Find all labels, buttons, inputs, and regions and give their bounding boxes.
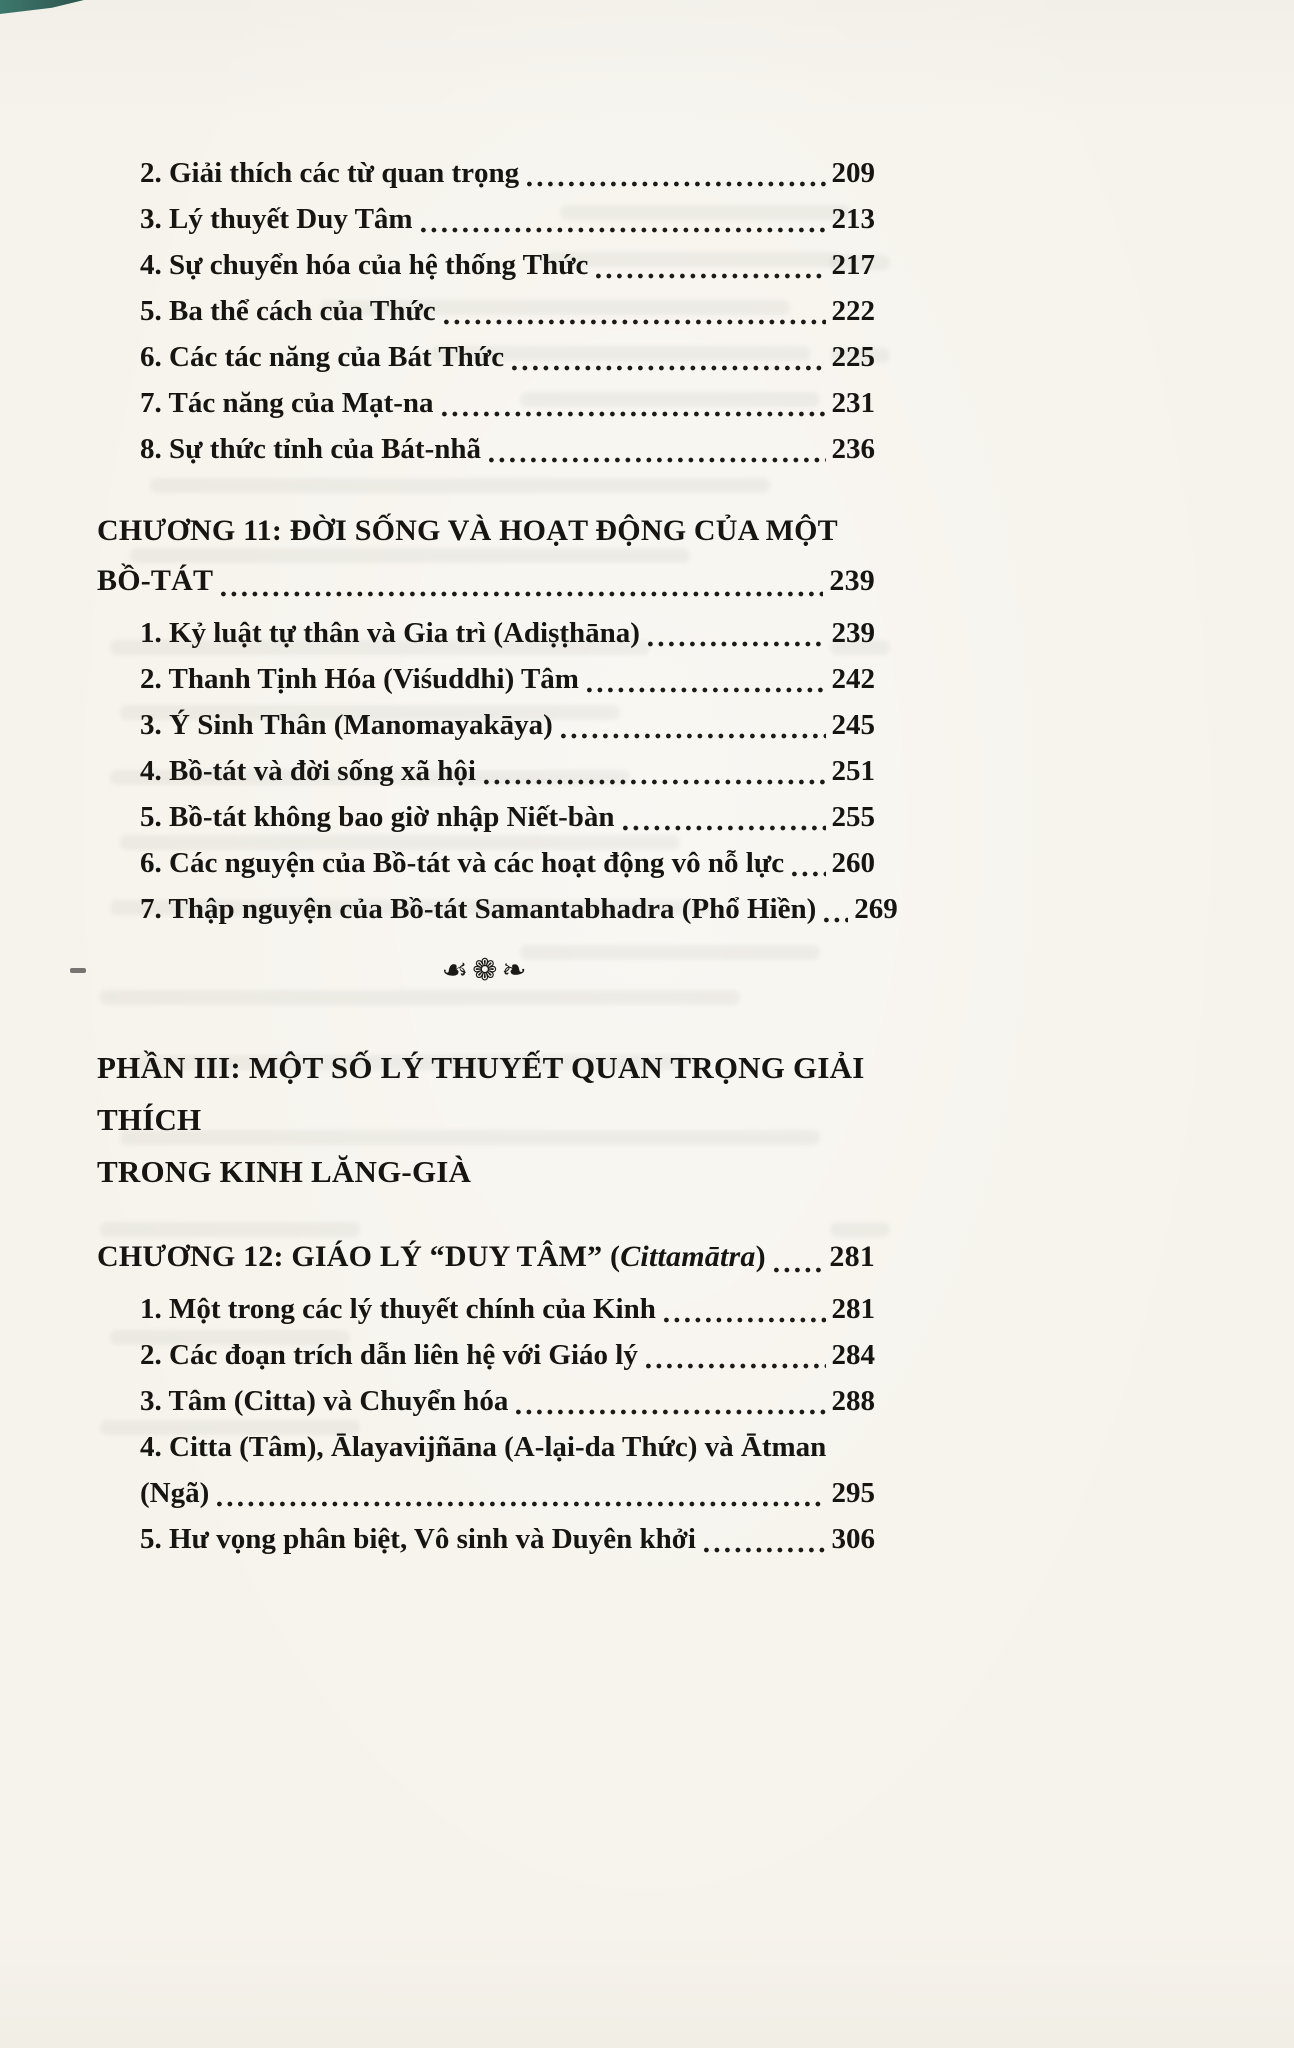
toc-entry-row	[140, 840, 875, 886]
page-number: 306	[831, 1523, 875, 1555]
toc-entry-row	[140, 656, 875, 702]
page-number: 222	[831, 295, 875, 327]
dot-leader	[217, 1470, 825, 1516]
toc-entry-row	[140, 288, 875, 334]
toc-entry-row	[140, 794, 875, 840]
page-number: 281	[831, 1293, 875, 1325]
toc-entry-label: 2. Các đoạn trích dẫn liên hệ với Giáo lý	[140, 1339, 638, 1371]
toc-entry-label: 3. Tâm (Citta) và Chuyển hóa	[140, 1385, 509, 1417]
toc-entry-label: (Ngã)	[140, 1477, 210, 1509]
dot-leader	[792, 840, 825, 886]
page-number: 295	[831, 1477, 875, 1509]
toc-item	[97, 1286, 875, 1332]
toc-entry-label: 2. Thanh Tịnh Hóa (Viśuddhi) Tâm	[140, 663, 579, 695]
toc-entry-label: 2. Giải thích các từ quan trọng	[140, 157, 520, 189]
toc-entry-row	[97, 1232, 875, 1282]
dot-leader	[561, 702, 826, 748]
toc-entry-label: 8. Sự thức tỉnh của Bát-nhã	[140, 433, 481, 465]
toc-entry-row	[140, 242, 875, 288]
dot-leader	[527, 150, 825, 196]
dot-leader	[512, 334, 825, 380]
dot-leader	[516, 1378, 825, 1424]
page-number: 236	[831, 433, 875, 465]
toc-entry-row	[140, 334, 875, 380]
dot-leader	[596, 242, 825, 288]
toc-entry-label: BỒ-TÁT	[97, 564, 214, 597]
toc-entry-row	[140, 1470, 875, 1516]
dot-leader	[442, 380, 826, 426]
page-number: 213	[831, 203, 875, 235]
page-number: 251	[831, 755, 875, 787]
toc-entry-label: 7. Tác năng của Mạt-na	[140, 387, 434, 419]
dot-leader	[587, 656, 826, 702]
dot-leader	[623, 794, 826, 840]
scan-corner-artifact	[0, 0, 84, 14]
toc-item	[97, 1378, 875, 1424]
toc-entry-label: 1. Kỷ luật tự thân và Gia trì (Adiṣṭhāna)	[140, 617, 640, 649]
toc-entry-row	[140, 426, 875, 472]
toc-entry-row	[140, 1378, 875, 1424]
dot-leader	[646, 1332, 826, 1378]
toc-chapter-heading	[97, 506, 875, 606]
page-number: 217	[831, 249, 875, 281]
toc-chapter-heading	[97, 1232, 875, 1282]
toc-entry-line: PHẦN III: MỘT SỐ LÝ THUYẾT QUAN TRỌNG GIẢI THÍCH	[97, 1050, 865, 1137]
section-divider-ornament: ☙❁❧	[441, 953, 531, 988]
toc-item	[97, 1516, 875, 1562]
toc-item	[97, 288, 875, 334]
toc-entry-line: TRONG KINH LĂNG-GIÀ	[97, 1154, 472, 1189]
toc-entry-label-italic: Cittamātra	[620, 1240, 756, 1273]
toc-item	[97, 380, 875, 426]
page-number: 281	[829, 1240, 875, 1273]
toc-entry-label: 6. Các nguyện của Bồ-tát và các hoạt động vô nỗ lực	[140, 847, 785, 879]
dot-leader	[444, 288, 826, 334]
toc-column	[97, 150, 898, 1562]
toc-item	[97, 794, 875, 840]
toc-entry-label: 3. Lý thuyết Duy Tâm	[140, 203, 413, 235]
page-number: 239	[829, 564, 875, 597]
toc-item	[97, 1424, 875, 1516]
dot-leader	[421, 196, 826, 242]
toc-entry-row	[140, 748, 875, 794]
dot-leader	[484, 748, 826, 794]
toc-entry-label: 6. Các tác năng của Bát Thức	[140, 341, 505, 373]
dot-leader	[774, 1232, 824, 1282]
toc-item	[97, 150, 875, 196]
page-number: 284	[831, 1339, 875, 1371]
toc-item	[97, 656, 875, 702]
toc-entry-row	[140, 1516, 875, 1562]
toc-entry-row	[140, 702, 875, 748]
page-number: 239	[831, 617, 875, 649]
toc-entry-label: 1. Một trong các lý thuyết chính của Kinh	[140, 1293, 656, 1325]
toc-item	[97, 840, 875, 886]
dot-leader	[489, 426, 826, 472]
toc-item	[97, 426, 875, 472]
dot-leader	[704, 1516, 826, 1562]
dot-leader	[664, 1286, 826, 1332]
toc-entry-row	[140, 1332, 875, 1378]
toc-entry-label: 3. Ý Sinh Thân (Manomayakāya)	[140, 709, 553, 741]
page-number: 225	[831, 341, 875, 373]
page-number: 209	[831, 157, 875, 189]
toc-item	[97, 610, 875, 656]
dot-leader	[648, 610, 826, 656]
page-number: 255	[831, 801, 875, 833]
dot-leader	[221, 556, 823, 606]
toc-entry-line: 4. Citta (Tâm), Ālayavijñāna (A-lại-da Thức) và Ātman	[140, 1431, 827, 1463]
toc-entry-row	[140, 380, 875, 426]
page-number: 231	[831, 387, 875, 419]
toc-item	[97, 1332, 875, 1378]
toc-item	[97, 886, 898, 932]
toc-item	[97, 196, 875, 242]
toc-part-heading	[97, 1042, 875, 1198]
toc-item	[97, 702, 875, 748]
toc-entry-label: 5. Ba thể cách của Thức	[140, 295, 436, 327]
toc-entry-row	[97, 556, 875, 606]
toc-entry-label: 4. Bồ-tát và đời sống xã hội	[140, 755, 476, 787]
toc-entry-row	[140, 196, 875, 242]
toc-entry-line: CHƯƠNG 11: ĐỜI SỐNG VÀ HOẠT ĐỘNG CỦA MỘT	[97, 514, 838, 547]
page-number: 242	[831, 663, 875, 695]
toc-item	[97, 242, 875, 288]
page-number: 269	[854, 893, 898, 925]
page-number: 288	[831, 1385, 875, 1417]
toc-entry-label: 5. Bồ-tát không bao giờ nhập Niết-bàn	[140, 801, 615, 833]
page-number: 245	[831, 709, 875, 741]
toc-entry-label: 4. Sự chuyển hóa của hệ thống Thức	[140, 249, 589, 281]
toc-entry-row	[140, 886, 898, 932]
toc-entry-row	[140, 610, 875, 656]
toc-entry-label-text: CHƯƠNG 12: GIÁO LÝ “DUY TÂM” (	[97, 1240, 621, 1273]
toc-entry-label: 5. Hư vọng phân biệt, Vô sinh và Duyên khởi	[140, 1523, 696, 1555]
toc-entry-label	[97, 1232, 766, 1282]
toc-entry-row	[140, 150, 875, 196]
toc-entry-label: 7. Thập nguyện của Bồ-tát Samantabhadra (Phổ Hiền)	[140, 893, 817, 925]
dot-leader	[824, 886, 848, 932]
scan-edge-artifact	[70, 968, 86, 973]
toc-item	[97, 748, 875, 794]
toc-entry-row	[140, 1286, 875, 1332]
toc-entry-label-text: )	[755, 1240, 766, 1273]
page-number: 260	[831, 847, 875, 879]
toc-item	[97, 334, 875, 380]
